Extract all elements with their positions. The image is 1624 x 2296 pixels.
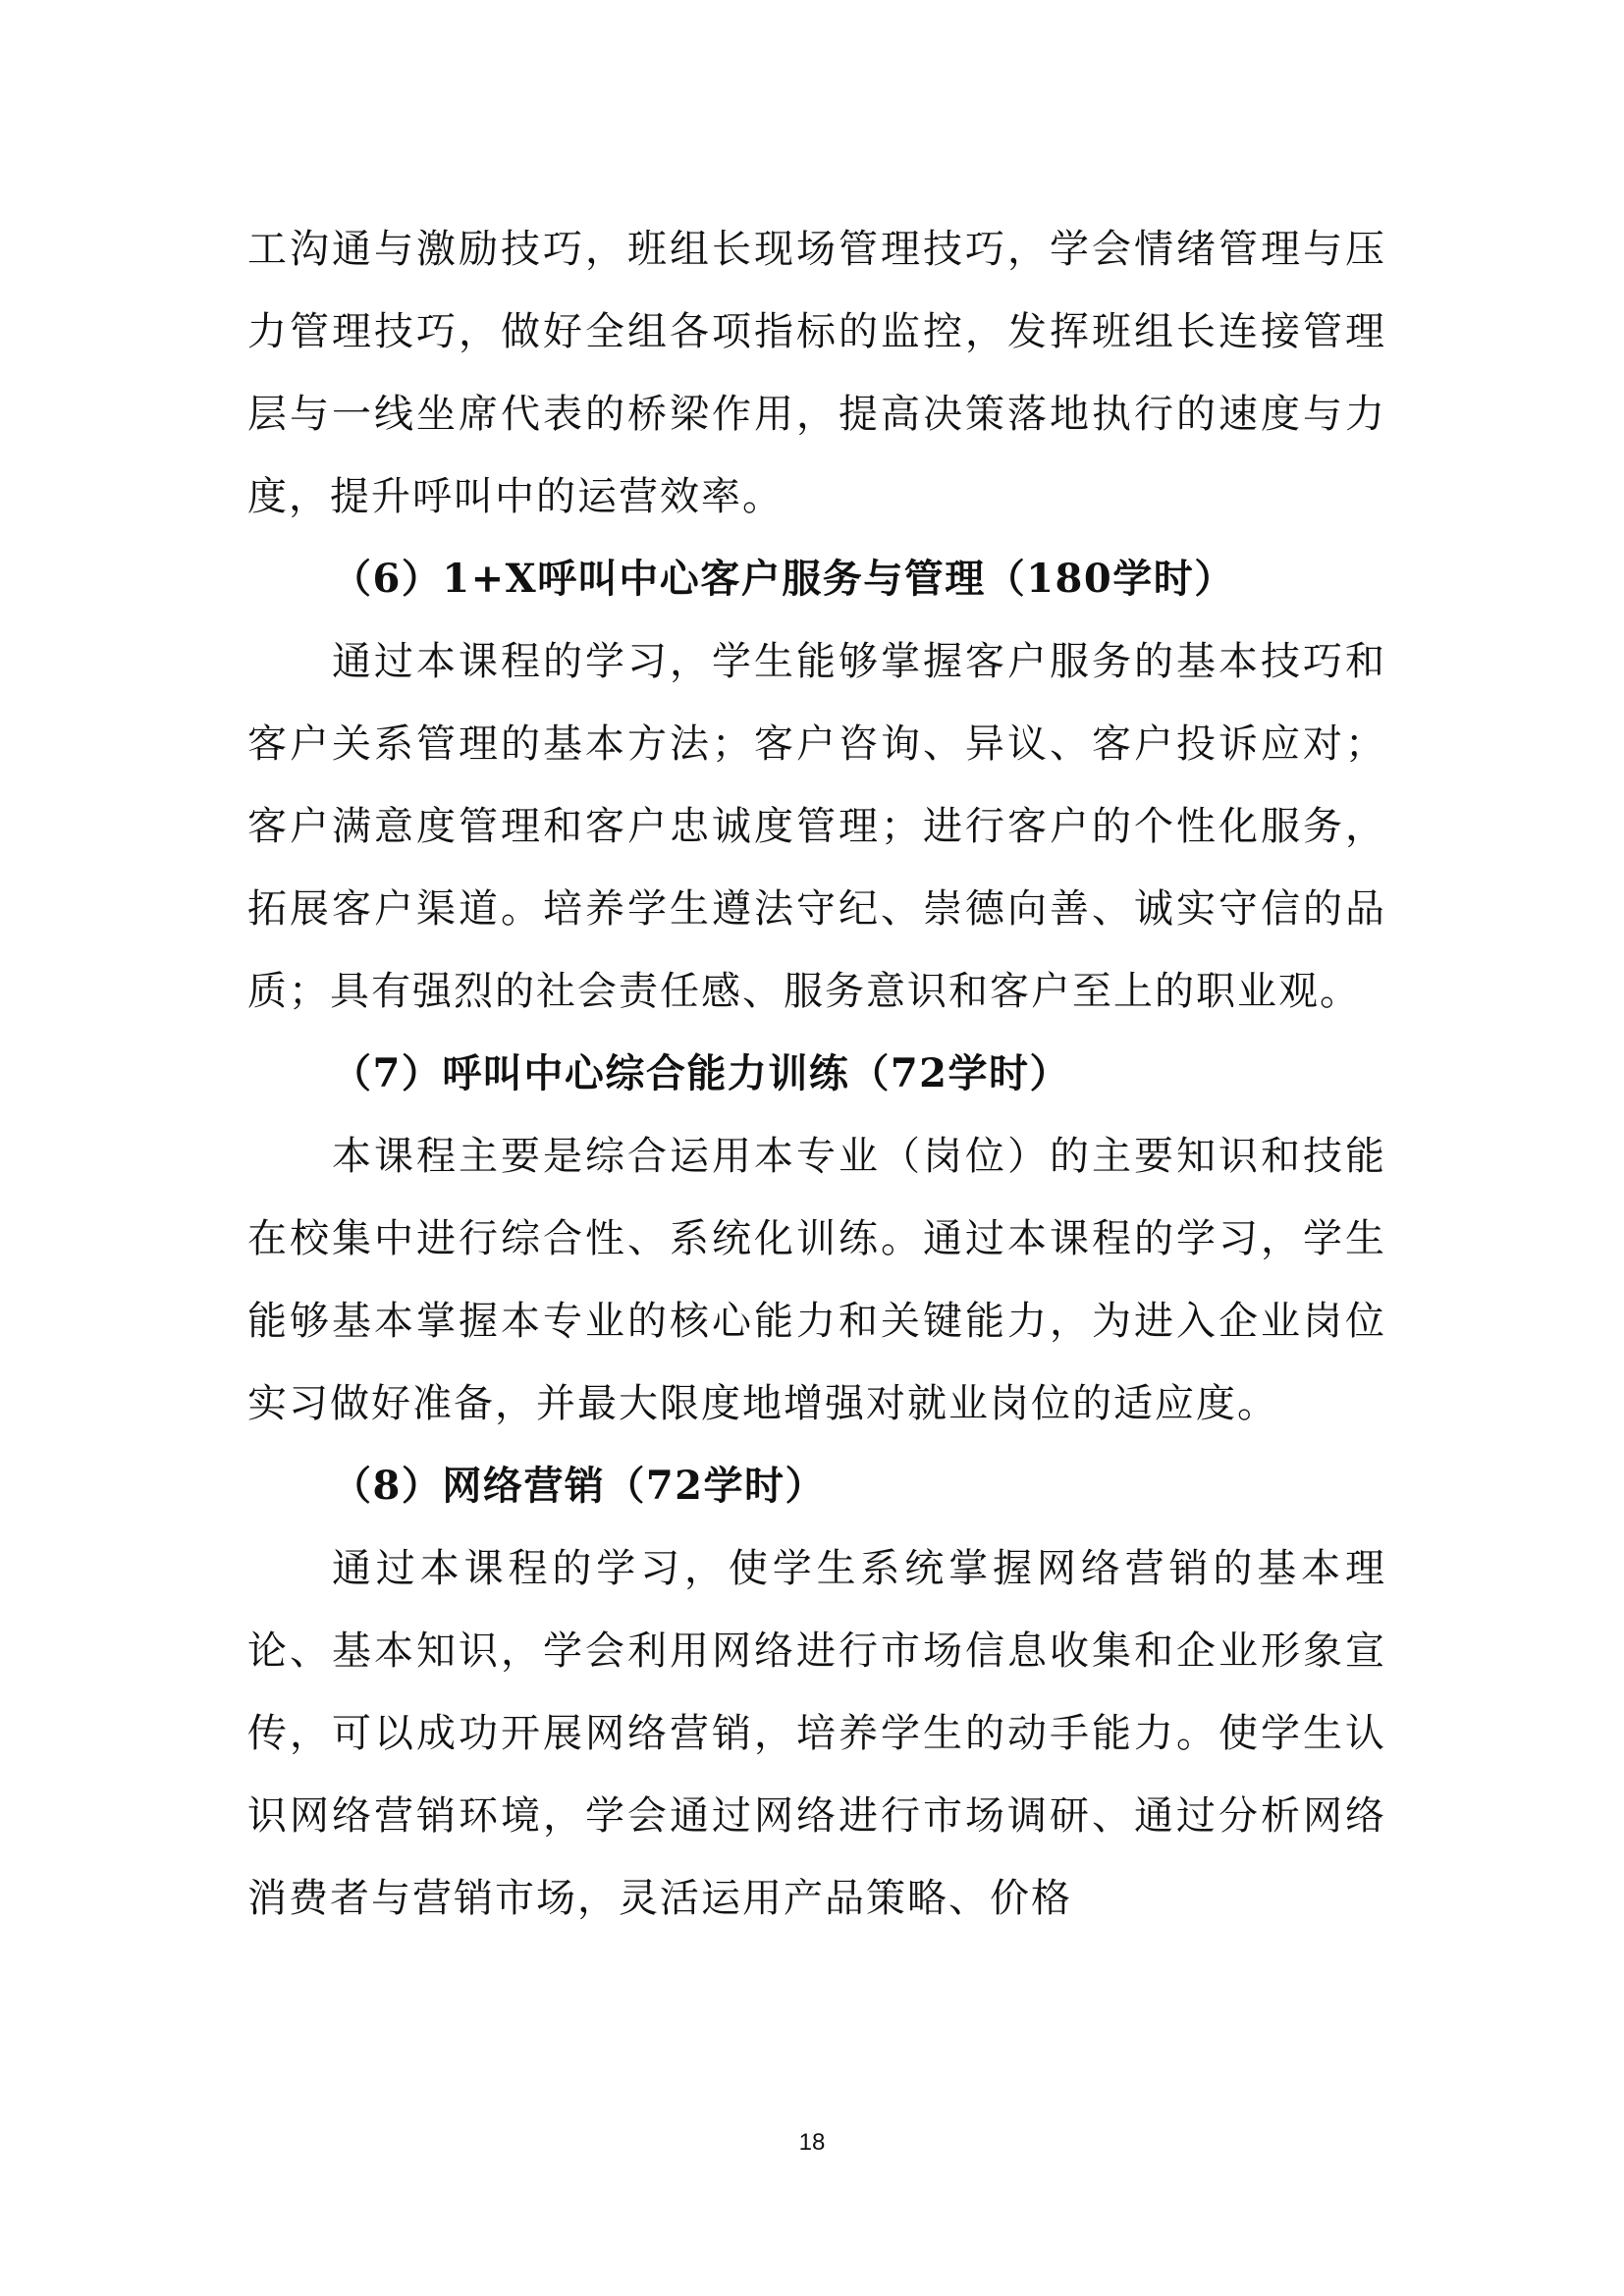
section-6-paragraph: 通过本课程的学习，学生能够掌握客户服务的基本技巧和客户关系管理的基本方法；客户咨询、异议、客户投诉应对；客户满意度管理和客户忠诚度管理；进行客户的个性化服务，拓展客户渠道。培养学生遵法守纪、崇德向善、诚实守信的品质；具有强烈的社会责任感、服务意识和客户至上的职业观。 bbox=[247, 639, 1386, 1014]
section-7-paragraph: 本课程主要是综合运用本专业（岗位）的主要知识和技能在校集中进行综合性、系统化训练。通过本课程的学习，学生能够基本掌握本专业的核心能力和关键能力，为进入企业岗位实习做好准备，并最大限度地增强对就业岗位的适应度。 bbox=[247, 1134, 1386, 1426]
section-heading-6: （6）1+X呼叫中心客户服务与管理（180学时） bbox=[332, 556, 1235, 602]
section-heading-7: （7）呼叫中心综合能力训练（72学时） bbox=[332, 1050, 1070, 1096]
section-8-paragraph: 通过本课程的学习，使学生系统掌握网络营销的基本理论、基本知识，学会利用网络进行市场信息收集和企业形象宣 传，可以成功开展网络营销，培养学生的动手能力。使学生认 识网络营销环境，学会通过网络进行市场调研、通过分析网络 消费者与营销市场，灵活运用产品策略、价格 bbox=[247, 1546, 1386, 1921]
page-number: 18 bbox=[798, 2129, 826, 2156]
page-body bbox=[247, 208, 1386, 1940]
section-heading-8: （8）网络营销（72学时） bbox=[332, 1463, 826, 1509]
continuation-paragraph: 工沟通与激励技巧，班组长现场管理技巧，学会情绪管理与压力管理技巧，做好全组各项指标的监控，发挥班组长连接管理层与一线坐席代表的桥梁作用，提高决策落地执行的速度与力度，提升呼叫中的运营效率。 bbox=[247, 227, 1386, 519]
